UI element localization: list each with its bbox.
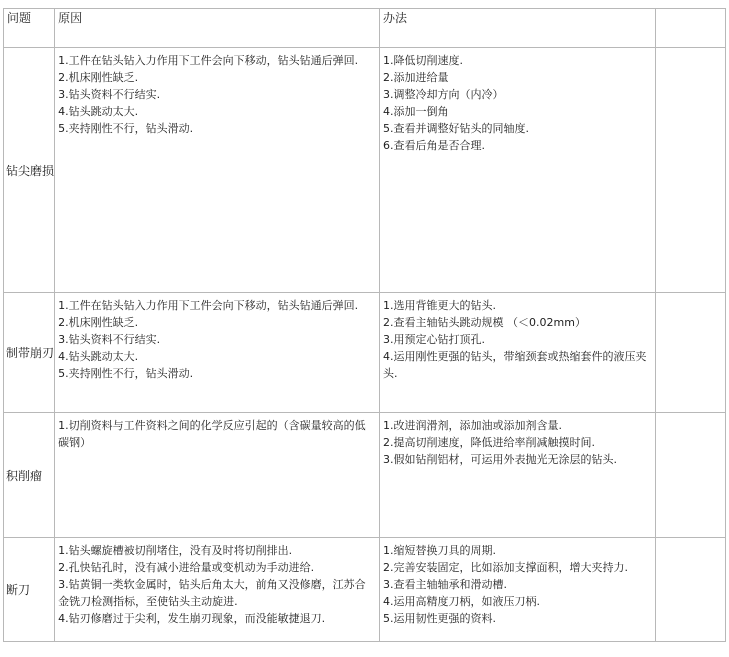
drilling-problems-table (3, 8, 726, 642)
problem-label: 制带崩刃 (6, 346, 55, 360)
cause-item: 2.机床刚性缺乏. (58, 316, 139, 329)
cause-item: 5.夹持刚性不行，钻头滑动. (58, 122, 194, 135)
cause-item: 5.夹持刚性不行，钻头滑动. (58, 367, 194, 380)
header-empty-cell (655, 9, 725, 48)
method-cell (380, 538, 656, 642)
method-item: 2.提高切削速度，降低进给率削减触摸时间. (383, 436, 596, 449)
method-item: 2.添加进给量 (383, 71, 449, 84)
cause-item: 2.孔快钻孔时，没有减小进给量或变机动为手动进给. (58, 561, 315, 574)
method-item: 4.添加一倒角 (383, 105, 449, 118)
method-item: 2.查看主轴钻头跳动规模 （＜0.02mm） (383, 316, 586, 329)
method-item: 1.改进润滑剂，添加油或添加剂含量. (383, 419, 563, 432)
problem-cell (4, 538, 55, 642)
method-item: 1.缩短替换刀具的周期. (383, 544, 497, 557)
method-item: 3.假如钻削铝材，可运用外表抛光无涂层的钻头. (383, 453, 618, 466)
header-method-cell (380, 9, 656, 48)
method-cell (380, 293, 656, 413)
header-method: 办法 (383, 11, 408, 25)
table-row (4, 48, 726, 293)
method-cell (380, 413, 656, 538)
table-header-row (4, 9, 726, 48)
method-item: 2.完善安装固定，比如添加支撑面积，增大夹持力. (383, 561, 629, 574)
method-item: 4.运用高精度刀柄，如液压刀柄. (383, 595, 541, 608)
problem-cell (4, 48, 55, 293)
problem-cell (4, 293, 55, 413)
problem-label: 断刀 (6, 583, 31, 597)
empty-cell (655, 293, 725, 413)
problem-cell (4, 413, 55, 538)
cause-item: 1.工件在钻头钻入力作用下工件会向下移动，钻头钻通后弹回. (58, 54, 359, 67)
cause-item: 4.钻刃修磨过于尖利，发生崩刃现象，而没能敏捷退刀. (58, 612, 326, 625)
cause-cell (55, 293, 380, 413)
method-item: 5.运用韧性更强的资料. (383, 612, 497, 625)
cause-item: 3.钻头资料不行结实. (58, 333, 161, 346)
cause-cell (55, 538, 380, 642)
cause-item: 2.机床刚性缺乏. (58, 71, 139, 84)
method-item: 6.查看后角是否合理. (383, 139, 486, 152)
method-item: 1.选用背锥更大的钻头. (383, 299, 497, 312)
cause-item: 3.钻黄铜一类软金属时，钻头后角太大，前角又没修磨，江苏合金铣刀检测指标，至使钻头主动旋进. (58, 578, 366, 608)
cause-cell (55, 48, 380, 293)
cause-item: 1.工件在钻头钻入力作用下工件会向下移动，钻头钻通后弹回. (58, 299, 359, 312)
cause-item: 4.钻头跳动太大. (58, 105, 139, 118)
method-item: 3.调整冷却方向（内冷） (383, 88, 504, 101)
method-item: 3.用预定心钻打顶孔. (383, 333, 486, 346)
cause-item: 1.钻头螺旋槽被切削堵住，没有及时将切削排出. (58, 544, 293, 557)
cause-cell (55, 413, 380, 538)
table-row (4, 413, 726, 538)
method-item: 5.查看并调整好钻头的同轴度. (383, 122, 530, 135)
empty-cell (655, 48, 725, 293)
cause-item: 1.切削资料与工件资料之间的化学反应引起的（含碳量较高的低碳钢） (58, 419, 366, 449)
header-cause: 原因 (58, 11, 83, 25)
method-item: 1.降低切削速度. (383, 54, 464, 67)
cause-item: 4.钻头跳动太大. (58, 350, 139, 363)
header-problem: 问题 (7, 11, 32, 25)
cause-item: 3.钻头资料不行结实. (58, 88, 161, 101)
table-row (4, 538, 726, 642)
header-cause-cell (55, 9, 380, 48)
empty-cell (655, 538, 725, 642)
empty-cell (655, 413, 725, 538)
method-item: 3.查看主轴轴承和滑动槽. (383, 578, 508, 591)
method-item: 4.运用刚性更强的钻头，带缩颈套或热缩套件的液压夹头. (383, 350, 647, 380)
header-problem-cell (4, 9, 55, 48)
problem-label: 积削瘤 (6, 468, 43, 483)
method-cell (380, 48, 656, 293)
problem-label: 钻尖磨损 (6, 163, 55, 178)
table-row (4, 293, 726, 413)
